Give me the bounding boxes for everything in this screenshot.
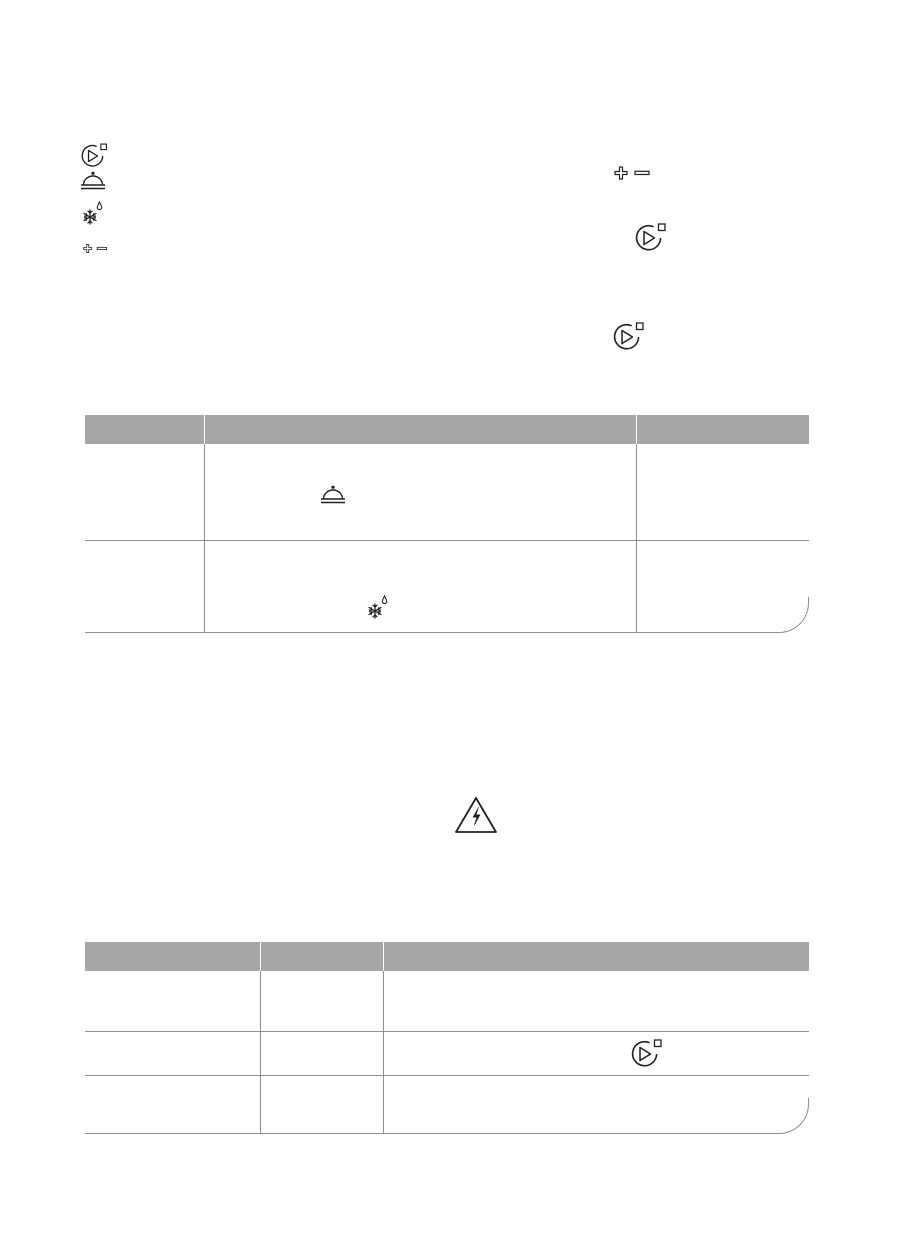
table-1-header: [85, 415, 809, 444]
table-1-body: [85, 444, 809, 633]
table-1: [85, 415, 809, 633]
cloche-icon: [80, 170, 106, 190]
table-2: [85, 942, 809, 1134]
table-2-body: [85, 971, 809, 1134]
plus-minus-icon: [614, 165, 654, 181]
cloche-icon: [320, 484, 346, 504]
start-stop-icon: [80, 143, 109, 169]
start-stop-icon: [612, 322, 646, 352]
defrost-icon: [80, 200, 106, 226]
start-stop-icon: [630, 1039, 664, 1069]
defrost-icon: [365, 594, 391, 620]
table-2-header: [85, 942, 809, 971]
electric-shock-warning-icon: [454, 796, 498, 834]
plus-minus-icon: [83, 243, 110, 254]
start-stop-icon: [634, 223, 668, 253]
